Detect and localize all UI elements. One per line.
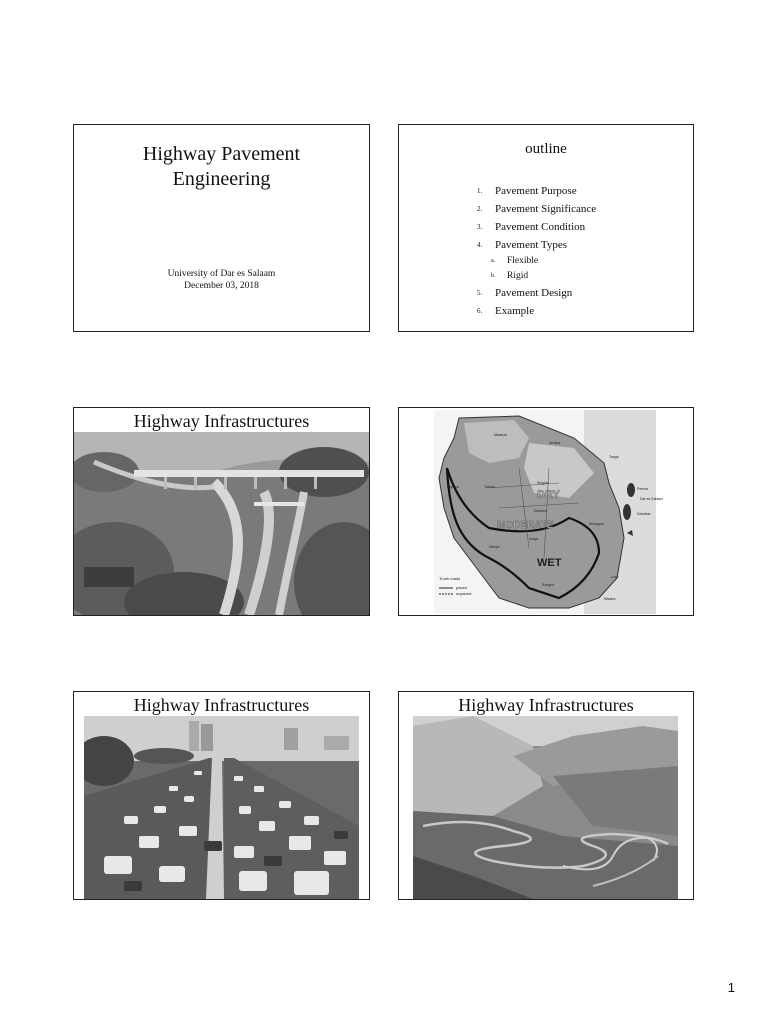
title-line-1: Highway Pavement [142,143,301,165]
item-number: 1. [477,187,483,195]
place-label: Tanga [609,455,619,459]
legend-item-paved: paved [456,585,467,590]
slide-title-text: Highway Infrastructures [133,411,310,431]
slide-title-text: Highway Infrastructures [458,695,634,715]
place-label: Zanzibar [637,512,651,516]
subitem-letter: b. [491,273,496,279]
item-label: Pavement Significance [495,203,597,215]
place-label: Tabora [484,485,495,489]
legend-title: Trunk roads [439,576,461,581]
slide-outline [398,124,694,332]
outline-title: outline [525,141,567,157]
item-label: Pavement Purpose [495,185,577,197]
institution-name: University of Dar es Salaam [167,269,276,279]
item-label: Pavement Design [495,287,573,299]
freeway-photo [84,716,359,899]
place-label: Morogoro [589,522,604,526]
slide-title-text: Highway Infrastructures [133,695,310,715]
place-label: Kigoma [447,485,459,489]
legend-item-unpaved: unpaved [456,591,472,596]
place-label: Mtwara [604,597,616,601]
place-label: Singida [537,481,549,485]
item-label: Pavement Condition [495,221,586,233]
mountain-road-photo [413,716,679,899]
page-number: 1 [727,980,735,995]
item-number: 6. [477,307,483,315]
item-number: 2. [477,205,483,213]
subitem-letter: a. [491,258,496,264]
place-label: Mbeya [489,545,500,549]
item-number: 3. [477,223,483,231]
place-label: Lindi [611,575,619,579]
place-label: Dar es Salaam [640,497,664,501]
slide-title [73,124,370,332]
place-label: Mwanza [494,433,508,437]
presentation-subtitle [74,268,369,292]
slide-climate-map [398,407,694,616]
presentation-date: December 03, 2018 [184,281,259,291]
tanzania-climate-map [399,408,692,614]
item-label: Pavement Types [495,239,568,251]
slide-highway-interchange [73,407,370,616]
place-label: Dodoma [534,509,548,513]
item-number: 4. [477,241,483,249]
item-number: 5. [477,289,483,297]
place-label: Arusha [549,441,561,445]
interchange-photo [74,432,369,615]
item-label: Example [495,305,535,317]
subitem-label: Rigid [507,271,529,281]
title-line-2: Engineering [172,168,271,190]
slide-freeway-traffic [73,691,370,900]
zone-label-dry: DRY [537,489,560,501]
place-label: Songea [542,583,555,587]
subitem-label: Flexible [507,256,539,266]
place-label: Iringa [529,537,538,541]
place-label: Pemba [637,487,649,491]
presentation-title [74,142,369,192]
slide-mountain-road [398,691,694,900]
zone-label-wet: WET [537,557,562,569]
zone-label-moderate: MODERATE [497,520,554,531]
